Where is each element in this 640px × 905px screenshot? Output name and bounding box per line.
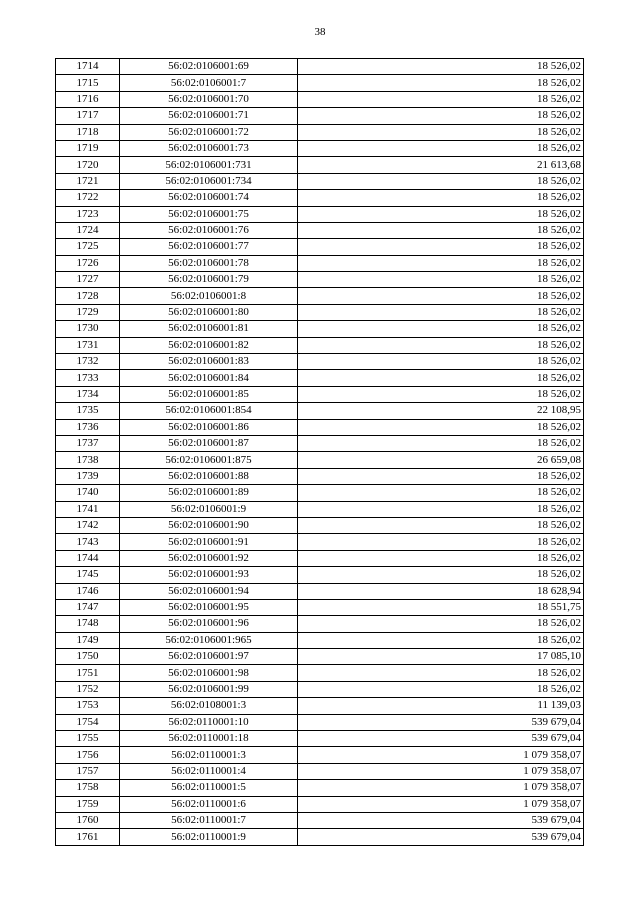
row-number-cell: 1728 [56,288,120,304]
table-row [56,763,584,779]
row-number-cell: 1761 [56,829,120,845]
table-row [56,550,584,566]
cadastral-number-cell: 56:02:0106001:965 [120,632,298,648]
row-number-cell: 1732 [56,354,120,370]
table-row [56,435,584,451]
table-row [56,485,584,501]
row-number-cell: 1747 [56,599,120,615]
cadastral-value-cell: 18 526,02 [298,616,584,632]
cadastral-value-cell: 18 526,02 [298,108,584,124]
table-row [56,452,584,468]
row-number-cell: 1743 [56,534,120,550]
table-row [56,255,584,271]
row-number-cell: 1729 [56,304,120,320]
row-number-cell: 1725 [56,239,120,255]
cadastral-value-cell: 18 526,02 [298,59,584,75]
row-number-cell: 1749 [56,632,120,648]
row-number-cell: 1730 [56,321,120,337]
cadastral-value-cell: 18 526,02 [298,321,584,337]
cadastral-number-cell: 56:02:0106001:89 [120,485,298,501]
cadastral-value-cell: 18 526,02 [298,255,584,271]
cadastral-value-cell: 21 613,68 [298,157,584,173]
cadastral-value-cell: 18 628,94 [298,583,584,599]
table-row [56,714,584,730]
cadastral-number-cell: 56:02:0106001:734 [120,173,298,189]
cadastral-number-cell: 56:02:0108001:3 [120,698,298,714]
row-number-cell: 1718 [56,124,120,140]
row-number-cell: 1760 [56,812,120,828]
table-row [56,649,584,665]
row-number-cell: 1733 [56,370,120,386]
cadastral-number-cell: 56:02:0110001:5 [120,780,298,796]
row-number-cell: 1753 [56,698,120,714]
row-number-cell: 1759 [56,796,120,812]
row-number-cell: 1757 [56,763,120,779]
table-row [56,75,584,91]
cadastral-value-cell: 18 526,02 [298,124,584,140]
table-row [56,698,584,714]
row-number-cell: 1716 [56,91,120,107]
cadastral-number-cell: 56:02:0110001:18 [120,731,298,747]
cadastral-number-cell: 56:02:0106001:875 [120,452,298,468]
cadastral-value-cell: 18 526,02 [298,534,584,550]
cadastral-value-table [55,58,584,846]
cadastral-value-cell: 18 526,02 [298,75,584,91]
table-row [56,222,584,238]
cadastral-value-cell: 18 526,02 [298,337,584,353]
cadastral-number-cell: 56:02:0106001:90 [120,517,298,533]
table-row [56,731,584,747]
row-number-cell: 1751 [56,665,120,681]
page-number: 38 [314,26,326,38]
cadastral-value-cell: 22 108,95 [298,403,584,419]
row-number-cell: 1739 [56,468,120,484]
cadastral-number-cell: 56:02:0106001:98 [120,665,298,681]
row-number-cell: 1737 [56,435,120,451]
table-row [56,583,584,599]
row-number-cell: 1727 [56,272,120,288]
row-number-cell: 1731 [56,337,120,353]
table-row [56,534,584,550]
row-number-cell: 1722 [56,190,120,206]
cadastral-number-cell: 56:02:0106001:72 [120,124,298,140]
table-row [56,304,584,320]
cadastral-number-cell: 56:02:0106001:76 [120,222,298,238]
cadastral-number-cell: 56:02:0106001:79 [120,272,298,288]
cadastral-number-cell: 56:02:0106001:99 [120,681,298,697]
cadastral-value-cell: 26 659,08 [298,452,584,468]
cadastral-value-cell: 18 526,02 [298,485,584,501]
table-row [56,796,584,812]
cadastral-value-cell: 18 526,02 [298,419,584,435]
cadastral-value-cell: 11 139,03 [298,698,584,714]
cadastral-number-cell: 56:02:0106001:94 [120,583,298,599]
table-row [56,501,584,517]
cadastral-number-cell: 56:02:0106001:95 [120,599,298,615]
cadastral-value-cell: 18 526,02 [298,435,584,451]
table-row [56,812,584,828]
cadastral-value-cell: 18 526,02 [298,468,584,484]
table-row [56,91,584,107]
cadastral-number-cell: 56:02:0110001:6 [120,796,298,812]
cadastral-value-cell: 18 526,02 [298,517,584,533]
cadastral-number-cell: 56:02:0106001:77 [120,239,298,255]
cadastral-value-cell: 18 526,02 [298,190,584,206]
cadastral-number-cell: 56:02:0106001:92 [120,550,298,566]
table-row [56,272,584,288]
row-number-cell: 1740 [56,485,120,501]
table-row [56,140,584,156]
row-number-cell: 1714 [56,59,120,75]
table-row [56,681,584,697]
cadastral-number-cell: 56:02:0110001:7 [120,812,298,828]
cadastral-number-cell: 56:02:0106001:83 [120,354,298,370]
cadastral-value-cell: 18 526,02 [298,304,584,320]
cadastral-value-cell: 18 526,02 [298,91,584,107]
row-number-cell: 1734 [56,386,120,402]
cadastral-value-cell: 1 079 358,07 [298,763,584,779]
cadastral-value-cell: 18 526,02 [298,632,584,648]
row-number-cell: 1721 [56,173,120,189]
table-row [56,206,584,222]
table-row [56,567,584,583]
table-row [56,157,584,173]
row-number-cell: 1745 [56,567,120,583]
cadastral-number-cell: 56:02:0110001:4 [120,763,298,779]
table-row [56,747,584,763]
table-row [56,419,584,435]
cadastral-value-cell: 18 526,02 [298,665,584,681]
row-number-cell: 1746 [56,583,120,599]
cadastral-value-cell: 18 526,02 [298,681,584,697]
cadastral-number-cell: 56:02:0106001:73 [120,140,298,156]
table-row [56,337,584,353]
cadastral-value-cell: 18 526,02 [298,140,584,156]
cadastral-number-cell: 56:02:0106001:731 [120,157,298,173]
cadastral-value-cell: 1 079 358,07 [298,780,584,796]
cadastral-number-cell: 56:02:0106001:71 [120,108,298,124]
row-number-cell: 1742 [56,517,120,533]
cadastral-number-cell: 56:02:0106001:70 [120,91,298,107]
cadastral-number-cell: 56:02:0110001:10 [120,714,298,730]
cadastral-value-cell: 18 526,02 [298,354,584,370]
row-number-cell: 1744 [56,550,120,566]
cadastral-number-cell: 56:02:0106001:7 [120,75,298,91]
row-number-cell: 1717 [56,108,120,124]
table-row [56,386,584,402]
table-row [56,370,584,386]
cadastral-value-cell: 18 526,02 [298,501,584,517]
cadastral-number-cell: 56:02:0106001:91 [120,534,298,550]
cadastral-number-cell: 56:02:0106001:86 [120,419,298,435]
cadastral-number-cell: 56:02:0106001:78 [120,255,298,271]
row-number-cell: 1720 [56,157,120,173]
cadastral-value-cell: 18 526,02 [298,206,584,222]
cadastral-number-cell: 56:02:0106001:75 [120,206,298,222]
row-number-cell: 1715 [56,75,120,91]
cadastral-number-cell: 56:02:0106001:97 [120,649,298,665]
table-row [56,517,584,533]
cadastral-number-cell: 56:02:0106001:84 [120,370,298,386]
cadastral-number-cell: 56:02:0106001:9 [120,501,298,517]
cadastral-number-cell: 56:02:0106001:81 [120,321,298,337]
table-row [56,108,584,124]
cadastral-number-cell: 56:02:0106001:854 [120,403,298,419]
cadastral-value-cell: 18 526,02 [298,550,584,566]
table-row [56,632,584,648]
row-number-cell: 1741 [56,501,120,517]
cadastral-value-cell: 1 079 358,07 [298,747,584,763]
table-row [56,780,584,796]
cadastral-value-cell: 17 085,10 [298,649,584,665]
table-row [56,354,584,370]
row-number-cell: 1754 [56,714,120,730]
cadastral-value-cell: 539 679,04 [298,812,584,828]
row-number-cell: 1750 [56,649,120,665]
cadastral-number-cell: 56:02:0106001:82 [120,337,298,353]
table-row [56,321,584,337]
cadastral-number-cell: 56:02:0106001:87 [120,435,298,451]
row-number-cell: 1755 [56,731,120,747]
table-row [56,173,584,189]
row-number-cell: 1726 [56,255,120,271]
cadastral-value-cell: 18 551,75 [298,599,584,615]
cadastral-value-cell: 539 679,04 [298,829,584,845]
row-number-cell: 1756 [56,747,120,763]
cadastral-number-cell: 56:02:0106001:85 [120,386,298,402]
row-number-cell: 1723 [56,206,120,222]
row-number-cell: 1724 [56,222,120,238]
table-row [56,403,584,419]
cadastral-value-cell: 539 679,04 [298,714,584,730]
table-body [56,59,584,846]
cadastral-number-cell: 56:02:0106001:74 [120,190,298,206]
row-number-cell: 1752 [56,681,120,697]
cadastral-number-cell: 56:02:0110001:9 [120,829,298,845]
cadastral-value-cell: 18 526,02 [298,567,584,583]
cadastral-value-cell: 18 526,02 [298,173,584,189]
table-row [56,829,584,845]
cadastral-number-cell: 56:02:0110001:3 [120,747,298,763]
table-row [56,288,584,304]
cadastral-number-cell: 56:02:0106001:96 [120,616,298,632]
cadastral-value-cell: 18 526,02 [298,386,584,402]
table-row [56,239,584,255]
cadastral-value-cell: 539 679,04 [298,731,584,747]
cadastral-number-cell: 56:02:0106001:80 [120,304,298,320]
table-row [56,599,584,615]
table-row [56,190,584,206]
cadastral-number-cell: 56:02:0106001:93 [120,567,298,583]
cadastral-value-cell: 18 526,02 [298,239,584,255]
row-number-cell: 1738 [56,452,120,468]
table-row [56,468,584,484]
cadastral-value-cell: 18 526,02 [298,222,584,238]
cadastral-value-cell: 18 526,02 [298,288,584,304]
cadastral-number-cell: 56:02:0106001:8 [120,288,298,304]
cadastral-number-cell: 56:02:0106001:88 [120,468,298,484]
row-number-cell: 1748 [56,616,120,632]
cadastral-value-cell: 18 526,02 [298,272,584,288]
cadastral-number-cell: 56:02:0106001:69 [120,59,298,75]
table-row [56,616,584,632]
row-number-cell: 1736 [56,419,120,435]
cadastral-value-cell: 1 079 358,07 [298,796,584,812]
row-number-cell: 1735 [56,403,120,419]
cadastral-value-cell: 18 526,02 [298,370,584,386]
table-row [56,59,584,75]
table-row [56,124,584,140]
row-number-cell: 1719 [56,140,120,156]
table-row [56,665,584,681]
row-number-cell: 1758 [56,780,120,796]
